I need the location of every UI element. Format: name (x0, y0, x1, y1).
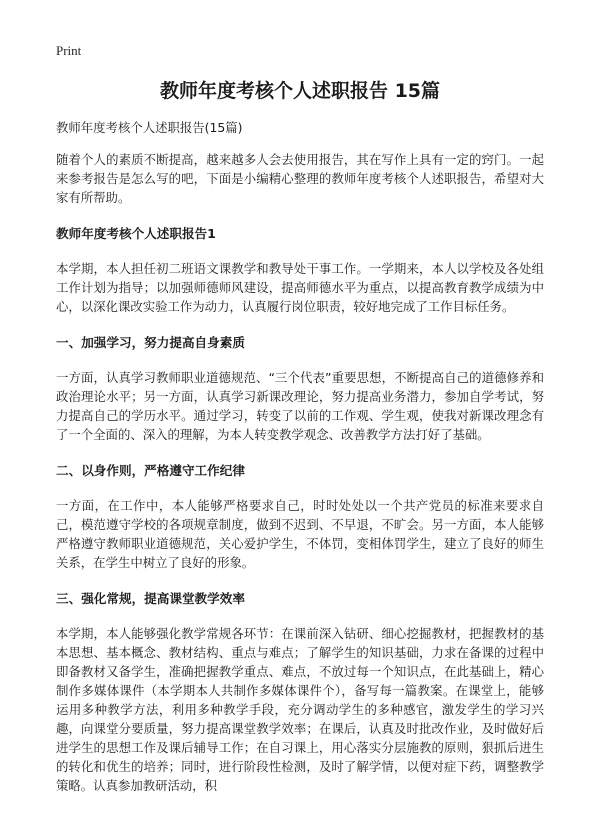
heading-classroom: 三、强化常规，提高课堂教学效率 (56, 591, 245, 606)
page-title: 教师年度考核个人述职报告 15篇 (159, 80, 441, 102)
heading-discipline: 二、以身作则，严格遵守工作纪律 (56, 463, 245, 478)
section-heading: 教师年度考核个人述职报告1 (56, 226, 216, 241)
article-subtitle: 教师年度考核个人述职报告(15篇) (56, 120, 243, 135)
print-link[interactable]: Print (56, 43, 82, 58)
paragraph-1: 本学期，本人担任初二班语文课教学和教导处干事工作。一学期来，本人以学校及各处组工作计划为指导；以加强师德师风建设，提高师德水平为重点，以提高教育教学成绩为中心，以深化课改实验工作为动力，认真履行岗位职责，较好地完成了工作目标任务。 (56, 261, 544, 314)
paragraph-4: 本学期，本人能够强化教学常规各环节：在课前深入钻研、细心挖掘教材，把握教材的基本思想、基本概念、教材结构、重点与难点；了解学生的知识基础，力求在备课的过程中即备教材又备学生，准确把握教学重点、难点，不放过每一个知识点，在此基础上，精心制作多媒体课件（本学期本人共制作多媒体课件个），备写每一篇教案。在课堂上，能够运用多种教学方法，利用多种教学手段，充分调动学生的多种感官，激发学生的学习兴趣，向课堂分要质量，努力提高课堂教学效率；在课后，认真及时批改作业，及时做好后进学生的思想工作及课后辅导工作；在自习课上，用心落实分层施教的原则，狠抓后进生的转化和优生的培养；同时，进行阶段性检测，及时了解学情，以便对症下药，调整教学策略。认真参加教研活动，积 (56, 626, 544, 793)
paragraph-3: 一方面，在工作中，本人能够严格要求自己，时时处处以一个共产党员的标准来要求自己，模范遵守学校的各项规章制度，做到不迟到、不早退，不旷会。另一方面，本人能够严格遵守教师职业道德规范，关心爱护学生，不体罚，变相体罚学生，建立了良好的师生关系，在学生中树立了良好的形象。 (56, 498, 544, 570)
intro-paragraph: 随着个人的素质不断提高，越来越多人会去使用报告，其在写作上具有一定的窍门。一起来参考报告是怎么写的吧，下面是小编精心整理的教师年度考核个人述职报告，希望对大家有所帮助。 (56, 152, 544, 205)
paragraph-2: 一方面，认真学习教师职业道德规范、“三个代表”重要思想，不断提高自己的道德修养和政治理论水平；另一方面，认真学习新课改理论，努力提高业务潜力，参加自学考试，努力提高自己的学历水平。通过学习，转变了以前的工作观、学生观，使我对新课改理念有了一个全面的、深入的理解，为本人转变教学观念、改善教学方法打好了基础。 (56, 370, 544, 442)
heading-study: 一、加强学习，努力提高自身素质 (56, 335, 245, 350)
article-body (56, 118, 544, 812)
